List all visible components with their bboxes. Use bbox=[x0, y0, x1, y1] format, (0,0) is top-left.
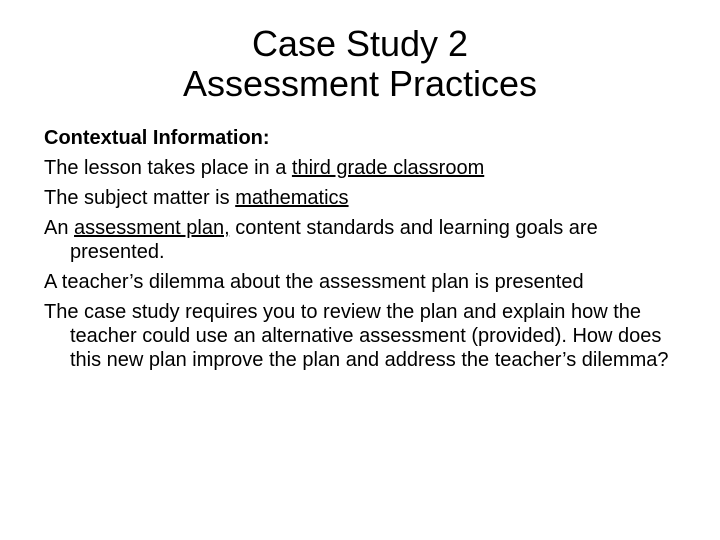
title-line-2: Assessment Practices bbox=[182, 63, 538, 104]
paragraph-assessment-text-start: An bbox=[44, 217, 75, 239]
paragraph-subject-text: The subject matter is bbox=[44, 187, 236, 209]
slide-body bbox=[44, 126, 694, 378]
paragraph-dilemma: A teacher’s dilemma about the assessment plan is presented bbox=[44, 271, 584, 293]
paragraph-classroom-text: The lesson takes place in a bbox=[44, 157, 292, 179]
paragraph-assessment-plan bbox=[44, 216, 694, 264]
third-grade-classroom-link[interactable]: third grade classroom bbox=[291, 157, 485, 179]
paragraph-classroom bbox=[44, 156, 694, 180]
assessment-plan-link[interactable]: assessment plan, bbox=[74, 217, 230, 239]
contextual-information-heading: Contextual Information: bbox=[44, 127, 270, 149]
title-line-1: Case Study 2 bbox=[251, 23, 469, 64]
paragraph-subject bbox=[44, 186, 694, 210]
paragraph-case-study: The case study requires you to review the plan and explain how the teacher could use an alternative assessment (provided). How does this new plan improve the plan and address the teacher’s dilemma? bbox=[44, 301, 669, 371]
mathematics-link[interactable]: mathematics bbox=[235, 187, 349, 209]
paragraph-assessment-text-end: content standards and learning goals are presented. bbox=[70, 217, 598, 263]
slide-title bbox=[0, 24, 720, 104]
